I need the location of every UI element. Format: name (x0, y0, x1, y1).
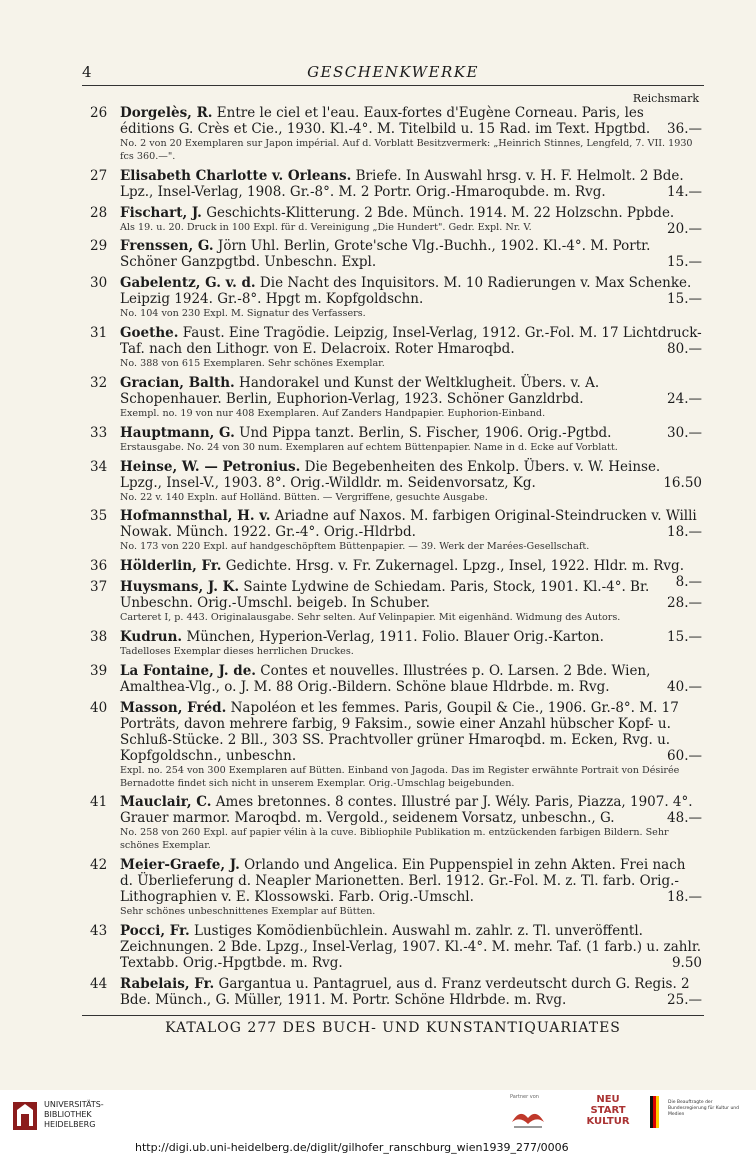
entry-note: No. 258 von 260 Expl. auf papier vélin à la cuve. Bibliophile Publikation m. entzückenden farbigen Bildern. Sehr schönes Exemplar. (120, 827, 669, 852)
entry-note: Erstausgabe. No. 24 von 30 num. Exemplaren auf echtem Büttenpapier. Name in d. Ecke auf Vorblatt. (120, 441, 618, 453)
entry-description (120, 375, 702, 407)
catalog-entries (82, 105, 702, 1008)
entry-number: 30 (90, 275, 108, 292)
catalog-entry (82, 857, 702, 918)
entry-description (120, 663, 702, 695)
entry-description (120, 700, 702, 764)
entry-description (120, 923, 702, 971)
footer-divider (82, 1015, 704, 1016)
catalog-entry (82, 375, 702, 420)
entry-number: 40 (90, 699, 108, 716)
entry-text: Sainte Lydwine de Schiedam. Paris, Stock, 1901. Kl.-4°. Br. Unbeschn. Orig.-Umschl. beigeb. In Schuber. (120, 579, 650, 612)
entry-text: Die Nacht des Inquisitors. M. 10 Radierungen v. Max Schenke. Leipzig 1924. Gr.-8°. Hpgt m. Kopfgoldschn. (120, 275, 692, 308)
entry-number: 26 (90, 105, 108, 121)
entry-text: Napoléon et les femmes. Paris, Goupil & Cie., 1906. Gr.-8°. M. 17 Porträts, davon mehrere farbig, 9 Faksim., sowie einer Anzahl hübscher Kopf- u. Schluß-Stücke. 2 Bll., 303 SS. Prachtvoller grüner Hmaroqbd. m. Ecken, Rvg. u. Kopfgoldschn., unbeschn. (120, 699, 679, 764)
entry-number: 29 (90, 238, 108, 255)
entry-author: La Fontaine, J. de. (120, 662, 256, 679)
entry-description (120, 105, 702, 137)
federal-eagle-icon (650, 1096, 664, 1128)
entry-note: No. 104 von 230 Expl. M. Signatur des Verfassers. (120, 308, 366, 320)
entry-number: 33 (90, 424, 108, 441)
entry-author: Meier-Graefe, J. (120, 857, 240, 874)
catalog-entry (82, 629, 702, 658)
entry-number: 37 (90, 579, 108, 596)
catalog-footer-title: KATALOG 277 DES BUCH- UND KUNSTANTIQUARIATES (165, 1020, 621, 1036)
entry-description (120, 459, 702, 491)
entry-note: Expl. no. 254 von 300 Exemplaren auf Bütten. Einband von Jagoda. Das im Register erwähnte Portrait von Désirée Bernadotte findet sich nicht in unserem Exemplar. Orig.-Umschlag beigebunden. (120, 764, 680, 789)
entry-price: 9.50 (671, 955, 702, 972)
entry-note: Exempl. no. 19 von nur 408 Exemplaren. Auf Zanders Handpapier. Euphorion-Einband. (120, 407, 546, 419)
entry-note: No. 388 von 615 Exemplaren. Sehr schönes Exemplar. (120, 358, 385, 370)
entry-description (120, 629, 702, 645)
entry-price: 14.— (667, 183, 702, 200)
entry-text: Entre le ciel et l'eau. Eaux-fortes d'Eugène Corneau. Paris, les éditions G. Crès et Cie., 1930. Kl.-4°. M. Titelbild u. 15 Rad. im Text. Hpgtbd. (120, 105, 651, 137)
entry-note: No. 2 von 20 Exemplaren sur Japon impérial. Auf d. Vorblatt Besitzvermerk: „Heinrich Stinnes, Lengfeld, 7. VII. 1930 fcs 360.—". (120, 138, 693, 162)
entry-text: Contes et nouvelles. Illustrées p. O. Larsen. 2 Bde. Wien, Amalthea-Vlg., o. J. M. 88 Orig.-Bildern. Schöne blaue Hldrbde. m. Rvg. (120, 662, 651, 695)
entry-text: München, Hyperion-Verlag, 1911. Folio. Blauer Orig.-Karton. (186, 628, 604, 645)
entry-note: Als 19. u. 20. Druck in 100 Expl. für d. Vereinigung „Die Hundert". Gedr. Expl. Nr. V. (120, 221, 532, 233)
catalog-entry (82, 976, 702, 1008)
catalog-entry (82, 425, 702, 454)
entry-description (120, 325, 702, 357)
entry-price: 20.— (667, 220, 702, 237)
university-name: UNIVERSITÄTS- BIBLIOTHEK HEIDELBERG (44, 1100, 104, 1129)
entry-text: Jörn Uhl. Berlin, Grote'sche Vlg.-Buchh., 1902. Kl.-4°. M. Portr. Schöner Ganzpgtbd. Unbeschn. Expl. (120, 238, 651, 271)
entry-description (120, 508, 702, 540)
entry-price: 24.— (667, 390, 702, 407)
entry-description (120, 579, 702, 611)
entry-number: 34 (90, 458, 108, 475)
entry-text: Geschichts-Klitterung. 2 Bde. Münch. 1914. M. 22 Holzschn. Ppbde. (206, 204, 675, 221)
catalog-entry (82, 923, 702, 971)
entry-author: Kudrun. (120, 628, 183, 645)
entry-number: 28 (90, 204, 108, 221)
entry-text: Orlando und Angelica. Ein Puppenspiel in zehn Akten. Frei nach d. Überlieferung d. Neapler Marionetten. Berl. 1912. Gr.-Fol. M. z. Tl. farb. Orig.-Lithographien v. E. Klossowski. Farb. Orig.-Umschl. (120, 857, 686, 906)
entry-author: Fischart, J. (120, 204, 202, 221)
entry-author: Goethe. (120, 325, 179, 342)
catalog-entry (82, 663, 702, 695)
entry-price: 60.— (667, 747, 702, 764)
entry-price: 80.— (667, 341, 702, 358)
catalog-entry (82, 275, 702, 320)
entry-text: Briefe. In Auswahl hrsg. v. H. F. Helmolt. 2 Bde. Lpz., Insel-Verlag, 1908. Gr.-8°. M. 2 Portr. Orig.-Hmaroqubde. m. Rvg. (120, 167, 684, 200)
entry-number: 35 (90, 508, 108, 525)
header-divider (82, 85, 704, 86)
entry-text: Lustiges Komödienbüchlein. Auswahl m. zahlr. z. Tl. unveröffentl. Zeichnungen. 2 Bde. Lpzg., Insel-Verlag, 1907. Kl.-4°. M. mehr. Taf. (1 farb.) u. zahlr. Textabb. Orig.-Hpgtbde. m. Rvg. (120, 923, 702, 972)
entry-author: Rabelais, Fr. (120, 975, 215, 992)
entry-price: 25.— (667, 991, 702, 1008)
source-url: http://digi.ub.uni-heidelberg.de/diglit/gilhofer_ranschburg_wien1939_277/0006 (135, 1141, 569, 1154)
entry-text: Gedichte. Hrsg. v. Fr. Zukernagel. Lpzg., Insel, 1922. Hldr. m. Rvg. (225, 558, 684, 575)
entry-description (120, 238, 702, 270)
entry-number: 42 (90, 857, 108, 874)
catalog-entry (82, 105, 702, 163)
entry-price: 48.— (667, 810, 702, 827)
catalog-entry (82, 325, 702, 370)
entry-price: 28.— (667, 595, 702, 612)
entry-author: Frenssen, G. (120, 238, 214, 255)
entry-number: 32 (90, 374, 108, 391)
entry-price: 30.— (667, 424, 702, 441)
digitization-bar (0, 1090, 756, 1140)
entry-description (120, 275, 702, 307)
entry-price: 16.50 (663, 474, 702, 491)
entry-number: 36 (90, 558, 108, 575)
partner-label: Partner von (510, 1094, 539, 1100)
federal-commissioner-text: Die Beauftragte der Bundesregierung für Kultur und Medien (668, 1100, 740, 1117)
entry-author: Hölderlin, Fr. (120, 558, 222, 575)
entry-note: Sehr schönes unbeschnittenes Exemplar auf Bütten. (120, 906, 376, 918)
entry-number: 43 (90, 923, 108, 940)
entry-number: 39 (90, 662, 108, 679)
catalog-entry (82, 579, 702, 624)
entry-author: Heinse, W. — Petronius. (120, 458, 301, 475)
entry-text: Ariadne auf Naxos. M. farbigen Original-Steindrucken v. Willi Nowak. Münch. 1922. Gr.-4°. Orig.-Hldrbd. (120, 508, 697, 541)
entry-description (120, 794, 702, 826)
entry-author: Hofmannsthal, H. v. (120, 508, 271, 525)
entry-author: Hauptmann, G. (120, 424, 235, 441)
entry-text: Die Begebenheiten des Enkolp. Übers. v. W. Heinse. Lpzg., Insel-V., 1903. 8°. Orig.-Wildldr. m. Seidenvorsatz, Kg. (120, 458, 661, 491)
page-number: 4 (82, 63, 92, 81)
catalog-entry (82, 204, 702, 237)
entry-note: Tadelloses Exemplar dieses herrlichen Druckes. (120, 645, 354, 657)
entry-author: Gracian, Balth. (120, 374, 235, 391)
entry-author: Mauclair, C. (120, 794, 212, 811)
entry-description (120, 425, 702, 441)
catalog-entry (82, 238, 702, 270)
entry-description (120, 976, 702, 1008)
entry-number: 27 (90, 167, 108, 184)
entry-note: No. 22 v. 140 Expln. auf Holländ. Bütten. — Vergriffene, gesuchte Ausgabe. (120, 491, 488, 503)
entry-price: 15.— (667, 628, 702, 645)
entry-number: 41 (90, 794, 108, 811)
entry-number: 31 (90, 325, 108, 342)
entry-price: 15.— (667, 254, 702, 271)
entry-text: Gargantua u. Pantagruel, aus d. Franz verdeutscht durch G. Regis. 2 Bde. Münch., G. Müller, 1911. M. Portr. Schöne Hldrbde. m. Rvg. (120, 975, 690, 1008)
entry-author: Huysmans, J. K. (120, 579, 240, 596)
catalog-entry (82, 794, 702, 852)
entry-author: Masson, Fréd. (120, 699, 227, 716)
entry-price: 18.— (667, 889, 702, 906)
currency-label: Reichsmark (632, 92, 699, 105)
entry-price: 40.— (667, 678, 702, 695)
entry-text: Handorakel und Kunst der Weltklugheit. Übers. v. A. Schopenhauer. Berlin, Euphorion-Verlag, 1923. Schöner Ganzldrbd. (120, 374, 600, 407)
running-title: GESCHENKWERKE (307, 63, 479, 81)
entry-author: Pocci, Fr. (120, 923, 190, 940)
page-header (82, 63, 704, 85)
entry-price: 36.— (667, 121, 702, 137)
catalog-entry (82, 168, 702, 200)
entry-author: Elisabeth Charlotte v. Orleans. (120, 167, 352, 184)
entry-note: No. 173 von 220 Expl. auf handgeschöpftem Büttenpapier. — 39. Werk der Marées-Gesellschaft. (120, 541, 590, 553)
entry-price: 15.— (667, 291, 702, 308)
entry-number: 38 (90, 628, 108, 645)
entry-text: Und Pippa tanzt. Berlin, S. Fischer, 1906. Orig.-Pgtbd. (239, 424, 612, 441)
entry-text: Faust. Eine Tragödie. Leipzig, Insel-Verlag, 1912. Gr.-Fol. M. 17 Lichtdruck-Taf. nach den Lithogr. von E. Delacroix. Roter Hmaroqbd. (120, 325, 702, 358)
entry-number: 44 (90, 975, 108, 992)
entry-price: 8.— (675, 574, 702, 591)
entry-note: Carteret I, p. 443. Originalausgabe. Sehr selten. Auf Velinpapier. Mit eigenhänd. Widmung des Autors. (120, 612, 621, 624)
entry-text: Ames bretonnes. 8 contes. Illustré par J. Wély. Paris, Piazza, 1907. 4°. Grauer marmor. Maroqbd. m. Vergold., seidenem Vorsatz, unbeschn., G. (120, 794, 693, 827)
catalog-entry (82, 508, 702, 553)
university-logo-icon (12, 1098, 38, 1132)
entry-price: 18.— (667, 524, 702, 541)
neustart-kultur-logo: NEU START KULTUR (586, 1094, 630, 1127)
entry-description (120, 168, 702, 200)
partner-logo-icon (508, 1104, 548, 1132)
catalog-entry (82, 459, 702, 504)
entry-author: Dorgelès, R. (120, 105, 213, 121)
entry-description (120, 857, 702, 905)
entry-author: Gabelentz, G. v. d. (120, 275, 256, 292)
catalog-entry (82, 700, 702, 790)
